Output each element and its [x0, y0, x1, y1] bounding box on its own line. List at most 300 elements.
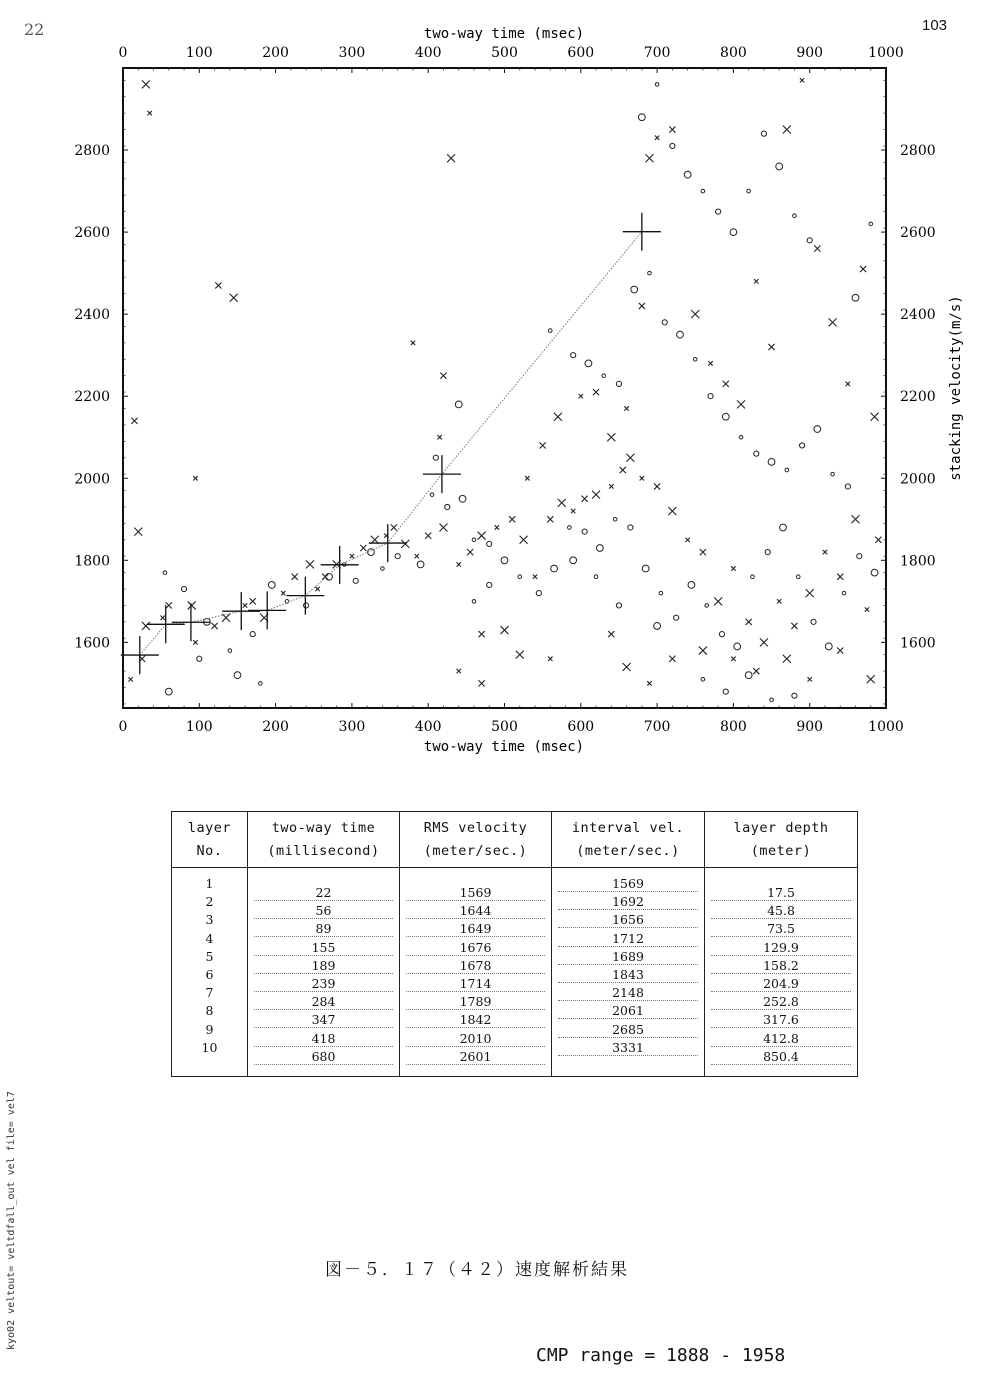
x-marker-point: [447, 154, 455, 162]
table-cell: 3: [205, 912, 214, 928]
x-marker-point: [211, 623, 217, 629]
header-line-1: layer: [187, 820, 232, 836]
table-cell: 1644: [406, 903, 545, 919]
circle-marker-point: [716, 209, 721, 214]
side-note: kyo02 veltout= veltdfall_out vel file= vel7: [6, 1091, 17, 1350]
x-tick-label-bottom: 1000: [868, 719, 904, 735]
circle-marker-point: [433, 455, 438, 460]
table-cell: 1: [205, 876, 214, 891]
x-marker-point: [760, 638, 768, 646]
table-cell: 204.9: [711, 976, 851, 992]
page-number-left: 22: [24, 20, 45, 39]
circle-marker-point: [662, 320, 667, 325]
table-cell: 3331: [558, 1040, 698, 1056]
table-cell: 1714: [406, 976, 545, 992]
x-marker-point: [620, 467, 626, 473]
table-cell: 1843: [558, 967, 698, 983]
circle-marker-point: [659, 591, 663, 595]
x-marker-point: [699, 647, 707, 655]
table-column: [705, 812, 857, 1076]
x-marker-point: [623, 663, 631, 671]
circle-marker-point: [518, 575, 522, 579]
table-cell: 239: [254, 976, 393, 992]
circle-marker-point: [568, 526, 572, 530]
table-cell: 155: [254, 940, 393, 956]
table-cell: 412.8: [711, 1031, 851, 1047]
x-tick-label-top: 900: [796, 45, 824, 61]
circle-marker-point: [814, 426, 821, 433]
x-marker-point: [525, 476, 529, 480]
x-marker-point: [865, 607, 869, 611]
x-marker-point: [439, 523, 447, 531]
circle-marker-point: [708, 394, 713, 399]
circle-marker-point: [165, 688, 172, 695]
circle-marker-point: [792, 693, 797, 698]
header-line-2: (meter): [750, 843, 812, 859]
y-tick-label-left: 2000: [74, 471, 110, 488]
table-cell: 284: [254, 994, 393, 1010]
velocity-function-line: [140, 232, 642, 655]
circle-marker-point: [197, 656, 202, 661]
y-tick-label-left: 2200: [74, 389, 110, 406]
x-marker-point: [582, 496, 588, 502]
x-marker-point: [188, 601, 196, 609]
y-tick-label-right: 1600: [900, 635, 936, 652]
circle-marker-point: [739, 435, 743, 439]
x-marker-point: [655, 136, 659, 140]
table-cell: 9: [205, 1021, 214, 1037]
x-marker-point: [783, 655, 791, 663]
x-marker-point: [607, 433, 615, 441]
table-cell: 1649: [406, 921, 545, 937]
velocity-pick-cross: [222, 592, 260, 630]
circle-marker-point: [536, 591, 541, 596]
x-tick-label-bottom: 100: [185, 719, 213, 735]
x-marker-point: [533, 575, 537, 579]
x-marker-point: [669, 126, 675, 132]
circle-marker-point: [747, 189, 751, 193]
table-cell: 347: [254, 1012, 393, 1028]
x-marker-point: [281, 591, 285, 595]
x-marker-point: [860, 266, 866, 272]
circle-marker-point: [684, 171, 691, 178]
circle-marker-point: [228, 649, 232, 653]
circle-marker-point: [551, 565, 558, 572]
table-cell: 2: [205, 894, 214, 910]
x-marker-point: [193, 640, 197, 644]
circle-marker-point: [571, 353, 576, 358]
circle-marker-point: [395, 554, 400, 559]
header-line-2: (millisecond): [267, 843, 380, 859]
plot-frame: [123, 68, 886, 708]
table-cell: 73.5: [711, 921, 851, 937]
x-marker-point: [350, 554, 354, 558]
x-marker-point: [808, 677, 812, 681]
table-cell: 2148: [558, 985, 698, 1001]
table-column-header: [172, 812, 247, 868]
circle-marker-point: [852, 294, 859, 301]
table-column: [552, 812, 705, 1076]
x-marker-point: [837, 647, 843, 653]
x-marker-point: [626, 454, 634, 462]
y-tick-label-right: 1800: [900, 553, 936, 570]
circle-marker-point: [701, 189, 705, 193]
circle-marker-point: [326, 573, 333, 580]
y-tick-label-left: 2400: [74, 307, 110, 324]
page-number-right: 103: [922, 17, 948, 34]
circle-marker-point: [381, 567, 385, 571]
x-marker-point: [647, 681, 651, 685]
x-marker-point: [837, 574, 843, 580]
x-marker-point: [134, 528, 142, 536]
circle-marker-point: [796, 575, 800, 579]
x-marker-point: [768, 344, 774, 350]
velocity-pick-cross: [172, 603, 210, 641]
x-marker-point: [571, 509, 575, 513]
x-marker-point: [654, 483, 660, 489]
x-tick-label-bottom: 0: [118, 719, 128, 735]
x-tick-label-bottom: 200: [262, 719, 289, 735]
x-marker-point: [639, 303, 645, 309]
velocity-pick-cross: [147, 605, 185, 643]
y-tick-label-right: 2200: [900, 389, 936, 406]
table-cell: 2010: [406, 1031, 545, 1047]
x-tick-label-bottom: 900: [796, 719, 824, 735]
circle-marker-point: [582, 529, 587, 534]
table-cell: 252.8: [711, 994, 851, 1010]
table-cell: 89: [254, 921, 393, 937]
x-marker-point: [668, 507, 676, 515]
x-tick-label-top: 0: [118, 45, 128, 61]
table-cell: 1689: [558, 949, 698, 965]
x-marker-point: [509, 516, 515, 522]
circle-marker-point: [616, 381, 621, 386]
circle-marker-point: [845, 484, 850, 489]
x-marker-point: [608, 631, 614, 637]
circle-marker-point: [459, 495, 466, 502]
header-line-2: No.: [196, 843, 223, 859]
circle-marker-point: [776, 163, 783, 170]
x-tick-label-top: 1000: [868, 45, 904, 61]
table-column: [248, 812, 400, 1076]
table-cell: 189: [254, 958, 393, 974]
table-column-header: [552, 812, 704, 868]
x-marker-point: [193, 476, 197, 480]
x-marker-point: [640, 476, 644, 480]
x-marker-point: [800, 78, 804, 82]
circle-marker-point: [417, 561, 424, 568]
x-marker-point: [415, 554, 419, 558]
circle-marker-point: [570, 557, 577, 564]
x-marker-point: [579, 394, 583, 398]
x-marker-point: [292, 574, 298, 580]
table-column: [172, 812, 248, 1076]
x-marker-point: [823, 550, 827, 554]
x-marker-point: [479, 680, 485, 686]
circle-marker-point: [613, 517, 617, 521]
circle-marker-point: [430, 493, 434, 497]
x-tick-label-bottom: 300: [338, 719, 366, 735]
y-tick-label-right: 2400: [900, 307, 936, 324]
circle-marker-point: [734, 643, 741, 650]
x-marker-point: [609, 484, 613, 488]
table-cell: 1712: [558, 931, 698, 947]
x-marker-point: [875, 537, 881, 543]
x-marker-point: [215, 282, 221, 288]
circle-marker-point: [799, 443, 804, 448]
x-marker-point: [360, 545, 366, 551]
x-tick-label-bottom: 700: [643, 719, 671, 735]
table-cell: 8: [205, 1003, 214, 1019]
x-marker-point: [425, 533, 431, 539]
x-marker-point: [411, 341, 415, 345]
circle-marker-point: [825, 643, 832, 650]
x-marker-point: [737, 400, 745, 408]
circle-marker-point: [648, 271, 652, 275]
circle-marker-point: [638, 114, 645, 121]
velocity-pick-cross: [623, 213, 661, 251]
x-marker-point: [777, 599, 781, 603]
circle-marker-point: [628, 525, 633, 530]
circle-marker-point: [259, 682, 263, 686]
x-marker-point: [700, 549, 706, 555]
circle-marker-point: [719, 632, 724, 637]
header-line-2: (meter/sec.): [576, 843, 680, 859]
x-marker-point: [723, 381, 729, 387]
x-marker-point: [685, 538, 689, 542]
circle-marker-point: [616, 603, 621, 608]
header-line-1: layer depth: [733, 820, 829, 836]
table-cell: 158.2: [711, 958, 851, 974]
y-tick-label-left: 1800: [74, 553, 110, 570]
table-cell: 7: [205, 985, 214, 1001]
cmp-range-text: CMP range = 1888 - 1958: [536, 1345, 786, 1366]
table-column-header: [705, 812, 857, 868]
table-cell: 1678: [406, 958, 545, 974]
x-tick-label-bottom: 400: [414, 719, 442, 735]
y-tick-label-left: 1600: [74, 635, 110, 652]
x-marker-point: [754, 279, 758, 283]
x-marker-point: [315, 587, 319, 591]
y-tick-label-left: 2800: [74, 143, 110, 160]
y-tick-label-right: 2800: [900, 143, 936, 160]
circle-marker-point: [487, 541, 492, 546]
x-marker-point: [160, 616, 164, 620]
x-tick-label-top: 700: [643, 45, 671, 61]
x-marker-point: [540, 442, 546, 448]
circle-marker-point: [268, 582, 275, 589]
circle-marker-point: [674, 615, 679, 620]
x-marker-point: [829, 318, 837, 326]
table-cell: 1656: [558, 912, 698, 928]
x-marker-point: [746, 619, 752, 625]
x-marker-point: [783, 126, 791, 134]
circle-marker-point: [807, 238, 812, 243]
x-marker-point: [478, 532, 486, 540]
x-marker-point: [142, 80, 150, 88]
circle-marker-point: [785, 468, 789, 472]
x-marker-point: [731, 566, 735, 570]
x-tick-label-bottom: 500: [491, 719, 518, 735]
circle-marker-point: [250, 632, 255, 637]
circle-marker-point: [472, 600, 476, 604]
circle-marker-point: [780, 524, 787, 531]
x-marker-point: [222, 614, 230, 622]
table-cell: 17.5: [711, 885, 851, 901]
circle-marker-point: [472, 538, 476, 542]
x-marker-point: [871, 413, 879, 421]
table-cell: 680: [254, 1049, 393, 1065]
layer-velocity-table: [171, 811, 858, 1077]
circle-marker-point: [701, 677, 705, 681]
x-tick-label-bottom: 800: [720, 719, 747, 735]
circle-marker-point: [770, 698, 774, 702]
x-marker-point: [128, 677, 132, 681]
velocity-pick-cross: [286, 577, 324, 615]
x-tick-label-top: 400: [414, 45, 442, 61]
velocity-pick-cross: [248, 591, 286, 629]
table-cell: 5: [205, 948, 214, 964]
circle-marker-point: [745, 672, 752, 679]
x-tick-label-top: 600: [567, 45, 595, 61]
table-cell: 10: [201, 1039, 218, 1055]
circle-marker-point: [501, 557, 508, 564]
x-marker-point: [391, 524, 397, 530]
circle-marker-point: [751, 575, 755, 579]
circle-marker-point: [585, 360, 592, 367]
x-marker-point: [645, 154, 653, 162]
x-marker-point: [753, 668, 759, 674]
circle-marker-point: [688, 582, 695, 589]
x-marker-point: [142, 622, 150, 630]
x-marker-point: [846, 382, 850, 386]
x-marker-point: [548, 657, 552, 661]
header-line-2: (meter/sec.): [423, 843, 528, 859]
circle-marker-point: [831, 472, 835, 476]
table-cell: 45.8: [711, 903, 851, 919]
circle-marker-point: [869, 222, 873, 226]
circle-marker-point: [353, 578, 358, 583]
x-marker-point: [691, 310, 699, 318]
circle-marker-point: [654, 623, 661, 630]
table-cell: 6: [205, 967, 214, 982]
velocity-pick-cross: [369, 524, 407, 562]
table-cell: 22: [254, 885, 393, 901]
circle-marker-point: [793, 214, 797, 218]
circle-marker-point: [723, 689, 728, 694]
x-marker-point: [592, 491, 600, 499]
x-marker-point: [479, 631, 485, 637]
circle-marker-point: [445, 504, 450, 509]
table-cell: 2601: [406, 1049, 545, 1065]
x-marker-point: [731, 657, 735, 661]
circle-marker-point: [871, 569, 878, 576]
x-marker-point: [250, 598, 256, 604]
y-tick-label-right: 2600: [900, 225, 936, 242]
x-marker-point: [851, 515, 859, 523]
x-marker-point: [806, 589, 814, 597]
table-column-header: [400, 812, 551, 868]
circle-marker-point: [602, 374, 606, 378]
table-cell: 850.4: [711, 1049, 851, 1065]
circle-marker-point: [670, 143, 675, 148]
circle-marker-point: [811, 619, 816, 624]
circle-marker-point: [631, 286, 638, 293]
circle-marker-point: [181, 586, 186, 591]
x-marker-point: [166, 602, 172, 608]
x-marker-point: [306, 560, 314, 568]
x-tick-label-top: 300: [338, 45, 366, 61]
x-axis-label-top: two-way time (msec): [423, 26, 585, 42]
x-marker-point: [230, 294, 238, 302]
table-cell: 1789: [406, 994, 545, 1010]
table-cell: 1692: [558, 894, 698, 910]
header-line-1: RMS velocity: [423, 820, 528, 836]
x-marker-point: [148, 111, 152, 115]
table-column: [400, 812, 552, 1076]
y-tick-label-right: 2000: [900, 471, 936, 488]
x-marker-point: [401, 540, 409, 548]
x-marker-point: [791, 623, 797, 629]
circle-marker-point: [455, 401, 462, 408]
x-marker-point: [437, 435, 441, 439]
x-marker-point: [867, 675, 875, 683]
table-cell: 2061: [558, 1003, 698, 1019]
x-marker-point: [593, 389, 599, 395]
circle-marker-point: [842, 591, 846, 595]
x-marker-point: [495, 525, 499, 529]
circle-marker-point: [693, 357, 697, 361]
circle-marker-point: [596, 545, 603, 552]
table-cell: 317.6: [711, 1012, 851, 1028]
x-marker-point: [243, 603, 247, 607]
x-marker-point: [714, 597, 722, 605]
table-cell: 2685: [558, 1022, 698, 1038]
table-cell: 1569: [406, 885, 545, 901]
x-marker-point: [501, 626, 509, 634]
circle-marker-point: [730, 229, 737, 236]
x-tick-label-bottom: 600: [567, 719, 595, 735]
circle-marker-point: [722, 413, 729, 420]
circle-marker-point: [677, 331, 684, 338]
figure-caption: 図－５．１７（４２）速度解析結果: [325, 1260, 629, 1280]
y-tick-label-left: 2600: [74, 225, 110, 242]
table-cell: 1569: [558, 876, 698, 892]
velocity-pick-cross: [121, 636, 159, 674]
circle-marker-point: [655, 83, 659, 87]
x-marker-point: [669, 656, 675, 662]
table-column-header: [248, 812, 399, 868]
x-marker-point: [558, 499, 566, 507]
circle-marker-point: [761, 131, 766, 136]
velocity-pick-cross: [423, 455, 461, 493]
x-marker-point: [131, 418, 137, 424]
circle-marker-point: [487, 582, 492, 587]
circle-marker-point: [548, 329, 552, 333]
header-line-1: two-way time: [271, 820, 376, 836]
x-tick-label-top: 500: [491, 45, 518, 61]
y-axis-label: stacking velocity(m/s): [948, 295, 964, 481]
circle-marker-point: [594, 575, 598, 579]
x-marker-point: [814, 245, 820, 251]
header-line-1: interval vel.: [571, 820, 685, 836]
x-marker-point: [467, 549, 473, 555]
table-cell: 418: [254, 1031, 393, 1047]
table-cell: 1676: [406, 940, 545, 956]
x-marker-point: [440, 373, 446, 379]
circle-marker-point: [754, 451, 759, 456]
circle-marker-point: [642, 565, 649, 572]
